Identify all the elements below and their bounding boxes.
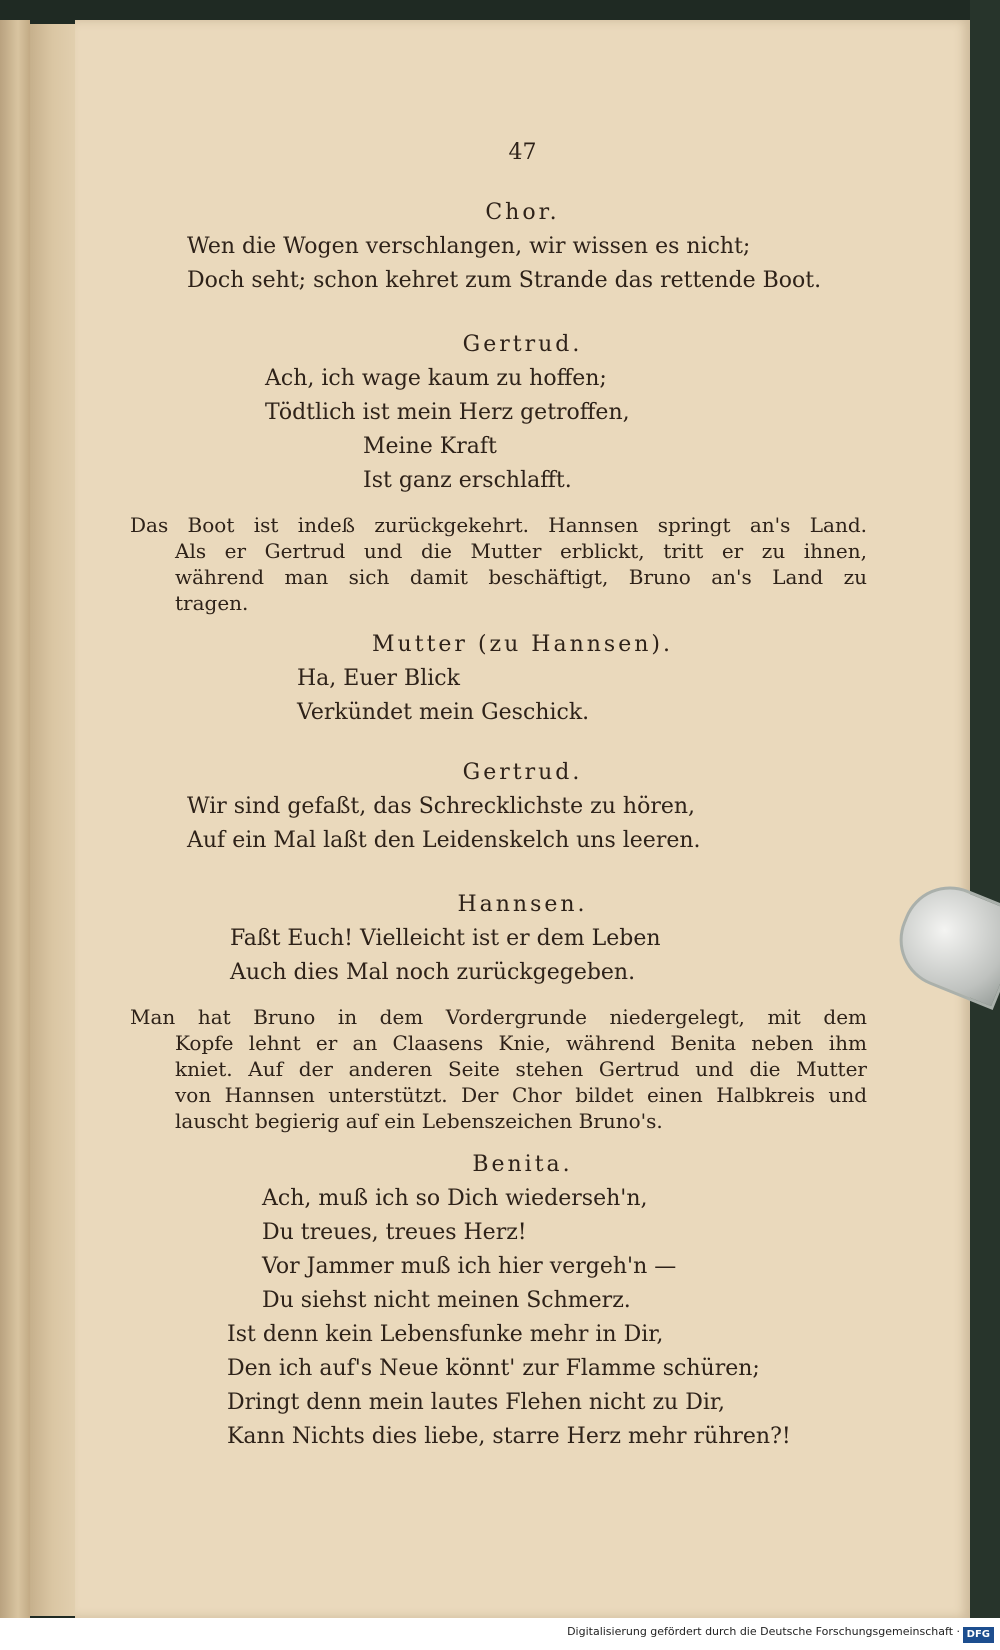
verse-line: Den ich auf's Neue könnt' zur Flamme schüren; xyxy=(227,1356,760,1381)
stage-direction-2 xyxy=(130,1004,867,1134)
scan-background-right xyxy=(970,0,1000,1650)
verse-line: Vor Jammer muß ich hier vergeh'n — xyxy=(262,1254,677,1279)
verse-line: Wir sind gefaßt, das Schrecklichste zu hören, xyxy=(187,794,696,819)
footer-text: Digitalisierung gefördert durch die Deutsche Forschungsgemeinschaft · xyxy=(567,1625,960,1638)
verse-line: Wen die Wogen verschlangen, wir wissen es nicht; xyxy=(187,234,751,259)
verse-line: Ist ganz erschlafft. xyxy=(363,468,572,493)
book-page xyxy=(75,20,970,1618)
verse-line: Doch seht; schon kehret zum Strande das rettende Boot. xyxy=(187,268,822,293)
verse-line: Du siehst nicht meinen Schmerz. xyxy=(262,1288,631,1313)
verse-line: Tödtlich ist mein Herz getroffen, xyxy=(265,400,630,425)
speaker-benita: Benita. xyxy=(472,1152,573,1177)
speaker-mutter: Mutter (zu Hannsen). xyxy=(372,632,673,657)
stage-line: Als er Gertrud und die Mutter erblickt, tritt er zu ihnen, xyxy=(175,539,867,563)
verse-line: Ach, muß ich so Dich wiederseh'n, xyxy=(262,1186,648,1211)
verse-line: Faßt Euch! Vielleicht ist er dem Leben xyxy=(230,926,661,951)
stage-line: Kopfe lehnt er an Claasens Knie, während Benita neben ihm xyxy=(175,1031,867,1055)
speaker-gertrud: Gertrud. xyxy=(462,760,583,785)
stage-line: während man sich damit beschäftigt, Bruno an's Land zu xyxy=(175,565,867,589)
book-spine xyxy=(30,24,80,1616)
verse-line: Ach, ich wage kaum zu hoffen; xyxy=(265,366,607,391)
speaker-chor: Chor. xyxy=(485,200,560,225)
stage-line: von Hannsen unterstützt. Der Chor bildet einen Halbkreis und xyxy=(175,1083,867,1107)
verse-line: Ist denn kein Lebensfunke mehr in Dir, xyxy=(227,1322,664,1347)
verse-line: Dringt denn mein lautes Flehen nicht zu Dir, xyxy=(227,1390,725,1415)
stage-line: tragen. xyxy=(175,591,249,615)
digitization-footer xyxy=(0,1618,1000,1650)
verse-line: Meine Kraft xyxy=(363,434,497,459)
verse-line: Auf ein Mal laßt den Leidenskelch uns leeren. xyxy=(187,828,701,853)
verse-line: Verkündet mein Geschick. xyxy=(297,700,590,725)
book-left-edge xyxy=(0,20,30,1620)
verse-line: Du treues, treues Herz! xyxy=(262,1220,527,1245)
stage-direction-1 xyxy=(130,512,867,616)
stage-line: kniet. Auf der anderen Seite stehen Gertrud und die Mutter xyxy=(175,1057,867,1081)
stage-line: Man hat Bruno in dem Vordergrunde niedergelegt, mit dem xyxy=(130,1005,867,1029)
verse-line: Ha, Euer Blick xyxy=(297,666,460,691)
speaker-gertrud: Gertrud. xyxy=(462,332,583,357)
stage-line: Das Boot ist indeß zurückgekehrt. Hannsen springt an's Land. xyxy=(130,513,867,537)
speaker-hannsen: Hannsen. xyxy=(457,892,588,917)
dfg-logo: DFG xyxy=(963,1627,994,1643)
verse-line: Auch dies Mal noch zurückgegeben. xyxy=(230,960,636,985)
verse-line: Kann Nichts dies liebe, starre Herz mehr rühren?! xyxy=(227,1424,791,1449)
stage-line: lauscht begierig auf ein Lebenszeichen Bruno's. xyxy=(175,1109,663,1133)
page-number: 47 xyxy=(508,140,537,165)
